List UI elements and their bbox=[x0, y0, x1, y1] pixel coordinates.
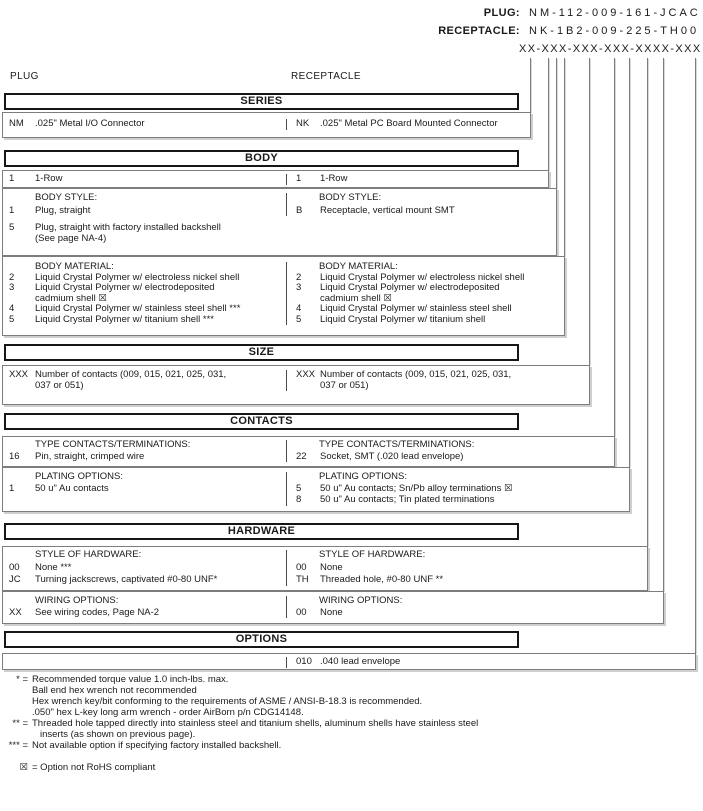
hardware-wiring-block bbox=[2, 591, 664, 624]
subsection-heading: TYPE CONTACTS/TERMINATIONS: bbox=[319, 439, 475, 450]
option-desc: Liquid Crystal Polymer w/ titanium shell bbox=[320, 313, 486, 325]
connector-line-body-row bbox=[548, 58, 549, 170]
option-code: 00 bbox=[296, 606, 307, 618]
option-desc: None bbox=[320, 606, 343, 618]
subsection-heading: TYPE CONTACTS/TERMINATIONS: bbox=[35, 439, 191, 450]
receptacle-column-label: RECEPTACLE bbox=[291, 71, 361, 82]
section-header-options: OPTIONS bbox=[4, 631, 519, 648]
option-row bbox=[3, 174, 286, 185]
option-row bbox=[3, 608, 286, 619]
option-desc: Liquid Crystal Polymer w/ electrodeposited cadmium shell ☒ bbox=[35, 282, 215, 304]
connector-line-hardware-style bbox=[647, 58, 648, 546]
plug-part-number-label: PLUG: bbox=[483, 7, 520, 19]
connector-line-body-material bbox=[564, 58, 565, 256]
section-header-size: SIZE bbox=[4, 344, 519, 361]
section-header-contacts: CONTACTS bbox=[4, 413, 519, 430]
option-desc: Liquid Crystal Polymer w/ stainless steel shell *** bbox=[35, 303, 241, 314]
contacts-type-block bbox=[2, 436, 615, 467]
option-code: 22 bbox=[296, 450, 307, 462]
option-row bbox=[294, 206, 556, 217]
option-code: 5 bbox=[9, 313, 15, 325]
connector-line-options bbox=[695, 58, 696, 653]
subsection-heading: PLATING OPTIONS: bbox=[35, 471, 123, 482]
options-block bbox=[2, 653, 696, 670]
option-row bbox=[294, 315, 564, 326]
option-row bbox=[294, 495, 629, 506]
option-desc: 1-Row bbox=[320, 173, 348, 184]
option-code: 1 bbox=[9, 482, 15, 494]
option-desc: Liquid Crystal Polymer w/ stainless steel shell bbox=[320, 303, 512, 314]
option-code: 3 bbox=[9, 282, 15, 293]
footnote-line: ** = Threaded hole tapped directly into stainless steel and titanium shells, aluminum shells have stainless steel bbox=[12, 718, 479, 729]
option-row bbox=[3, 223, 286, 244]
series-options-block bbox=[2, 112, 531, 138]
section-header-body: BODY bbox=[4, 150, 519, 167]
footnote-line: * = Recommended torque value 1.0 inch-lbs. max. bbox=[16, 674, 229, 685]
receptacle-part-number: NK-1B2-009-225-TH00 bbox=[529, 25, 700, 37]
subsection-heading: WIRING OPTIONS: bbox=[35, 595, 119, 606]
option-code: 4 bbox=[296, 303, 302, 314]
subsection-heading: BODY STYLE: bbox=[35, 192, 98, 203]
option-code: 5 bbox=[9, 222, 15, 233]
connector-line-size bbox=[589, 58, 590, 365]
option-row bbox=[294, 174, 548, 185]
option-row bbox=[3, 206, 286, 217]
option-row bbox=[3, 283, 286, 304]
rohs-legend: ☒ = Option not RoHS compliant bbox=[8, 762, 478, 773]
option-code: 00 bbox=[9, 561, 20, 573]
body-material-block bbox=[2, 256, 565, 336]
option-row bbox=[3, 370, 286, 391]
footnote-line: *** = Not available option if specifying factory installed backshell. bbox=[8, 740, 282, 751]
option-code: 1 bbox=[296, 173, 302, 184]
footnotes bbox=[8, 674, 478, 773]
option-desc: Liquid Crystal Polymer w/ electroless nickel shell bbox=[35, 271, 240, 283]
body-row-block bbox=[2, 170, 549, 188]
connector-line-contacts-type bbox=[614, 58, 615, 436]
option-desc: 50 u" Au contacts; Sn/Pb alloy terminations ☒ bbox=[320, 482, 513, 494]
option-row bbox=[294, 484, 629, 495]
option-code: 4 bbox=[9, 303, 15, 314]
option-code: 2 bbox=[9, 271, 15, 283]
connector-line-body-style bbox=[556, 58, 557, 188]
subsection-heading: BODY STYLE: bbox=[319, 192, 382, 203]
subsection-heading: PLATING OPTIONS: bbox=[319, 471, 407, 482]
option-row bbox=[3, 563, 286, 574]
option-row bbox=[294, 452, 614, 463]
option-desc: Pin, straight, crimped wire bbox=[35, 450, 145, 462]
subsection-heading: BODY MATERIAL: bbox=[35, 261, 114, 272]
option-code: B bbox=[296, 204, 303, 216]
option-desc: None *** bbox=[35, 561, 72, 573]
section-header-series: SERIES bbox=[4, 93, 519, 110]
option-code: 3 bbox=[296, 282, 302, 293]
part-number-mask: XX-XXX-XXX-XXX-XXXX-XXX bbox=[519, 43, 702, 55]
option-desc: Turning jackscrews, captivated #0-80 UNF* bbox=[35, 574, 218, 585]
option-desc: Threaded hole, #0-80 UNF ** bbox=[320, 574, 444, 585]
option-desc: .025" Metal PC Board Mounted Connector bbox=[320, 118, 498, 129]
option-desc: Plug, straight with factory installed backshell (See page NA-4) bbox=[35, 222, 221, 244]
option-code: 16 bbox=[9, 450, 20, 462]
option-desc: None bbox=[320, 561, 343, 573]
option-row bbox=[3, 575, 286, 586]
option-code: 1 bbox=[9, 173, 15, 184]
option-row bbox=[294, 563, 647, 574]
footnote-line: .050" hex L-key long arm wrench - order AirBorn p/n CDG14148. bbox=[32, 707, 304, 718]
option-desc: See wiring codes, Page NA-2 bbox=[35, 606, 160, 618]
option-code: 1 bbox=[9, 204, 15, 216]
option-code: JC bbox=[9, 574, 21, 585]
option-code: XXX bbox=[9, 369, 29, 380]
option-row bbox=[294, 304, 564, 315]
option-desc: .040 lead envelope bbox=[320, 656, 401, 667]
option-row bbox=[3, 452, 286, 463]
option-code: 00 bbox=[296, 561, 307, 573]
hardware-style-block bbox=[2, 546, 648, 591]
option-row bbox=[3, 315, 286, 326]
option-desc: 50 u" Au contacts bbox=[35, 482, 109, 494]
option-desc: Liquid Crystal Polymer w/ titanium shell *** bbox=[35, 313, 214, 325]
option-row bbox=[294, 283, 564, 304]
option-row bbox=[294, 608, 663, 619]
footnote-line: Ball end hex wrench not recommended bbox=[32, 685, 197, 696]
option-desc: Liquid Crystal Polymer w/ electrodeposited cadmium shell ☒ bbox=[320, 282, 500, 304]
option-desc: 1-Row bbox=[35, 173, 63, 184]
option-code: 2 bbox=[296, 271, 302, 283]
connector-line-plating bbox=[629, 58, 630, 467]
option-code: XXX bbox=[296, 369, 316, 380]
plug-part-number: NM-112-009-161-JCAC bbox=[529, 7, 701, 19]
receptacle-part-number-label: RECEPTACLE: bbox=[438, 25, 520, 37]
option-desc: Plug, straight bbox=[35, 204, 91, 216]
option-row bbox=[3, 484, 286, 495]
footnote-line: Hex wrench key/bit conforming to the requirements of ASME / ANSI-B-18.3 is recommended. bbox=[32, 696, 423, 707]
option-code: 8 bbox=[296, 494, 302, 505]
option-code: XX bbox=[9, 606, 22, 618]
option-code: TH bbox=[296, 574, 309, 585]
option-row bbox=[3, 119, 286, 130]
contacts-plating-block bbox=[2, 467, 630, 512]
subsection-heading: BODY MATERIAL: bbox=[319, 261, 398, 272]
option-code: NK bbox=[296, 118, 310, 129]
footnote-line: inserts (as shown on previous page). bbox=[40, 729, 196, 740]
option-desc: Receptacle, vertical mount SMT bbox=[320, 204, 455, 216]
subsection-heading: STYLE OF HARDWARE: bbox=[35, 549, 142, 560]
option-desc: Socket, SMT (.020 lead envelope) bbox=[320, 450, 464, 462]
option-desc: Number of contacts (009, 015, 021, 025, 031, 037 or 051) bbox=[35, 369, 227, 391]
plug-column-label: PLUG bbox=[10, 71, 39, 82]
option-row bbox=[294, 370, 589, 391]
option-row bbox=[3, 304, 286, 315]
option-desc: .025" Metal I/O Connector bbox=[35, 118, 145, 129]
subsection-heading: WIRING OPTIONS: bbox=[319, 595, 403, 606]
body-style-block bbox=[2, 188, 557, 256]
option-desc: Number of contacts (009, 015, 021, 025, 031, 037 or 051) bbox=[320, 369, 512, 391]
option-code: 010 bbox=[296, 656, 312, 667]
connector-line-series bbox=[530, 58, 531, 112]
size-options-block bbox=[2, 365, 590, 405]
option-row bbox=[294, 575, 647, 586]
option-code: 5 bbox=[296, 482, 302, 494]
option-code: 5 bbox=[296, 313, 302, 325]
section-header-hardware: HARDWARE bbox=[4, 523, 519, 540]
subsection-heading: STYLE OF HARDWARE: bbox=[319, 549, 426, 560]
not-rohs-icon: ☒ bbox=[19, 762, 28, 773]
option-code: NM bbox=[9, 118, 24, 129]
option-row bbox=[294, 657, 695, 668]
option-desc: Liquid Crystal Polymer w/ electroless nickel shell bbox=[320, 271, 525, 283]
option-desc: 50 u" Au contacts; Tin plated terminations bbox=[320, 494, 495, 505]
connector-line-wiring bbox=[663, 58, 664, 591]
option-row bbox=[294, 119, 530, 130]
